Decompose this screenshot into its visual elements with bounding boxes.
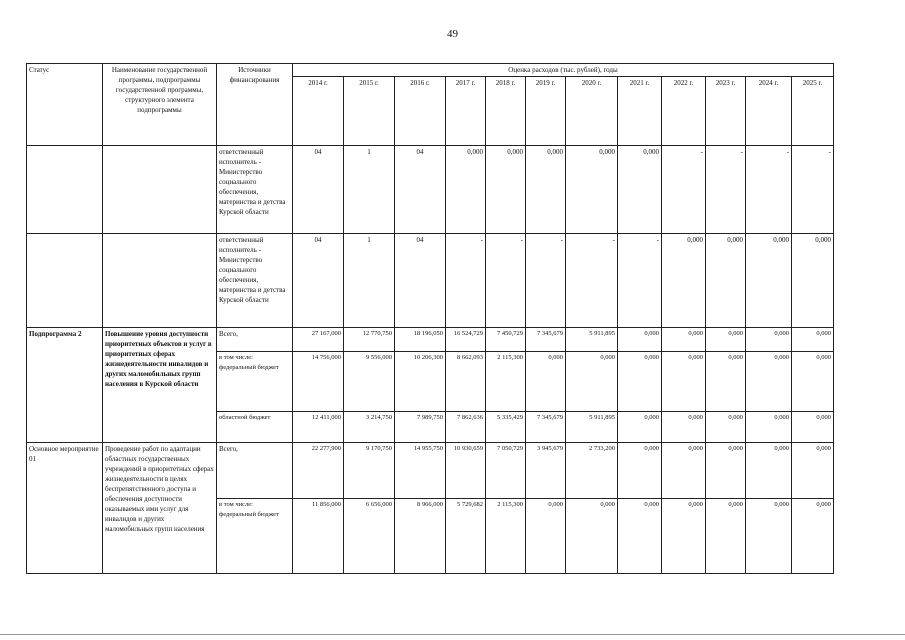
row-status	[27, 146, 103, 234]
header-name: Наименование государственной программы, подпрограммы государственной программы, структурного элемента подпрограммы	[103, 64, 217, 146]
value-cell: 2 733,200	[566, 443, 618, 499]
value-cell: 7 450,729	[486, 328, 526, 352]
value-cell: 0,000	[706, 499, 746, 574]
page-number: 49	[447, 28, 458, 40]
value-cell: -	[662, 146, 706, 234]
value-cell: -	[792, 146, 834, 234]
value-cell: 12 770,750	[344, 328, 395, 352]
value-cell: 14 756,000	[293, 352, 344, 412]
value-cell: 5 335,429	[486, 412, 526, 443]
value-cell: 0,000	[662, 234, 706, 328]
header-year: 2025 г.	[792, 77, 834, 146]
value-cell: -	[706, 146, 746, 234]
value-cell: 0,000	[792, 443, 834, 499]
table-row	[27, 146, 834, 234]
code-cell: 04	[293, 146, 344, 234]
value-cell: 0,000	[662, 443, 706, 499]
code-cell: 1	[344, 146, 395, 234]
value-cell: 5 911,895	[566, 412, 618, 443]
row-name	[103, 234, 217, 328]
value-cell: 7 989,750	[395, 412, 446, 443]
value-cell: 0,000	[618, 499, 662, 574]
code-cell: 04	[395, 234, 446, 328]
value-cell: 2 115,300	[486, 499, 526, 574]
row-name	[103, 146, 217, 234]
value-cell: 0,000	[792, 352, 834, 412]
value-cell: 0,000	[706, 328, 746, 352]
value-cell: 0,000	[706, 234, 746, 328]
row-source: областной бюджет	[217, 412, 293, 443]
value-cell: -	[566, 234, 618, 328]
value-cell: 11 856,000	[293, 499, 344, 574]
value-cell: 0,000	[618, 443, 662, 499]
row-source: в том числе: федеральный бюджет	[217, 499, 293, 574]
table-row	[27, 234, 834, 328]
header-year: 2017 г.	[446, 77, 486, 146]
value-cell: -	[618, 234, 662, 328]
value-cell: 0,000	[746, 412, 792, 443]
value-cell: 0,000	[662, 328, 706, 352]
row-name: Повышение уровня доступности приоритетных объектов и услуг в приоритетных сферах жизнедеятельности инвалидов и других маломобильных групп населения в Курской области	[103, 328, 217, 443]
value-cell: 0,000	[792, 328, 834, 352]
header-year: 2016 г.	[395, 77, 446, 146]
value-cell: 12 411,000	[293, 412, 344, 443]
header-sources: Источники финансирования	[217, 64, 293, 146]
value-cell: 6 656,000	[344, 499, 395, 574]
value-cell: 0,000	[526, 352, 566, 412]
code-cell: 04	[395, 146, 446, 234]
value-cell: 3 945,679	[526, 443, 566, 499]
value-cell: 0,000	[446, 146, 486, 234]
value-cell: 0,000	[746, 328, 792, 352]
value-cell: 0,000	[792, 412, 834, 443]
header-year: 2018 г.	[486, 77, 526, 146]
value-cell: 3 214,750	[344, 412, 395, 443]
value-cell: 0,000	[566, 352, 618, 412]
value-cell: -	[746, 146, 792, 234]
value-cell: -	[486, 234, 526, 328]
value-cell: 18 196,050	[395, 328, 446, 352]
page-edge-line	[0, 634, 905, 635]
row-status	[27, 234, 103, 328]
value-cell: 0,000	[746, 234, 792, 328]
value-cell: 27 167,000	[293, 328, 344, 352]
header-year: 2023 г.	[706, 77, 746, 146]
value-cell: 0,000	[792, 234, 834, 328]
value-cell: 0,000	[526, 499, 566, 574]
value-cell: 7 345,679	[526, 328, 566, 352]
value-cell: 10 930,659	[446, 443, 486, 499]
value-cell: 0,000	[706, 412, 746, 443]
value-cell: 0,000	[618, 328, 662, 352]
value-cell: 0,000	[662, 412, 706, 443]
value-cell: 0,000	[486, 146, 526, 234]
code-cell: 04	[293, 234, 344, 328]
header-year: 2015 г.	[344, 77, 395, 146]
value-cell: 10 206,300	[395, 352, 446, 412]
value-cell: 9 556,000	[344, 352, 395, 412]
table-row	[27, 328, 834, 352]
value-cell: 5 911,895	[566, 328, 618, 352]
value-cell: 7 050,729	[486, 443, 526, 499]
value-cell: 0,000	[706, 352, 746, 412]
value-cell: 0,000	[662, 352, 706, 412]
row-source: ответственный исполнитель - Министерство социального обеспечения, материнства и детства Курской области	[217, 234, 293, 328]
value-cell: 2 115,300	[486, 352, 526, 412]
header-year: 2022 г.	[662, 77, 706, 146]
value-cell: 0,000	[792, 499, 834, 574]
value-cell: 0,000	[618, 352, 662, 412]
value-cell: 7 862,636	[446, 412, 486, 443]
expense-table	[26, 63, 834, 574]
header-year: 2014 г.	[293, 77, 344, 146]
value-cell: 0,000	[618, 412, 662, 443]
header-year: 2021 г.	[618, 77, 662, 146]
value-cell: 0,000	[618, 146, 662, 234]
value-cell: 8 966,000	[395, 499, 446, 574]
value-cell: 8 662,093	[446, 352, 486, 412]
value-cell: 0,000	[746, 499, 792, 574]
header-year: 2024 г.	[746, 77, 792, 146]
header-estimate: Оценка расходов (тыс. рублей), годы	[293, 64, 834, 77]
row-source: Всего,	[217, 328, 293, 352]
value-cell: 14 955,750	[395, 443, 446, 499]
value-cell: 0,000	[746, 352, 792, 412]
value-cell: 22 277,900	[293, 443, 344, 499]
table-row	[27, 443, 834, 499]
row-status: Подпрограмма 2	[27, 328, 103, 443]
row-source: в том числе: федеральный бюджет	[217, 352, 293, 412]
value-cell: 0,000	[566, 146, 618, 234]
header-status: Статус	[27, 64, 103, 146]
value-cell: 16 524,729	[446, 328, 486, 352]
value-cell: 0,000	[662, 499, 706, 574]
code-cell: 1	[344, 234, 395, 328]
value-cell: 0,000	[706, 443, 746, 499]
value-cell: -	[446, 234, 486, 328]
value-cell: 9 170,750	[344, 443, 395, 499]
row-status: Основное мероприятие 01	[27, 443, 103, 574]
value-cell: -	[526, 234, 566, 328]
value-cell: 5 729,682	[446, 499, 486, 574]
value-cell: 0,000	[746, 443, 792, 499]
value-cell: 7 345,679	[526, 412, 566, 443]
value-cell: 0,000	[566, 499, 618, 574]
row-name: Проведение работ по адаптации областных государственных учреждений в приоритетных сферах жизнедеятельности в целях беспрепятственного доступа и обеспечения доступности оказываемых ими услуг для инвалидов и других маломобильных групп населения	[103, 443, 217, 574]
value-cell: 0,000	[526, 146, 566, 234]
header-year: 2019 г.	[526, 77, 566, 146]
header-year: 2020 г.	[566, 77, 618, 146]
row-source: Всего,	[217, 443, 293, 499]
row-source: ответственный исполнитель - Министерство социального обеспечения, материнства и детства Курской области	[217, 146, 293, 234]
